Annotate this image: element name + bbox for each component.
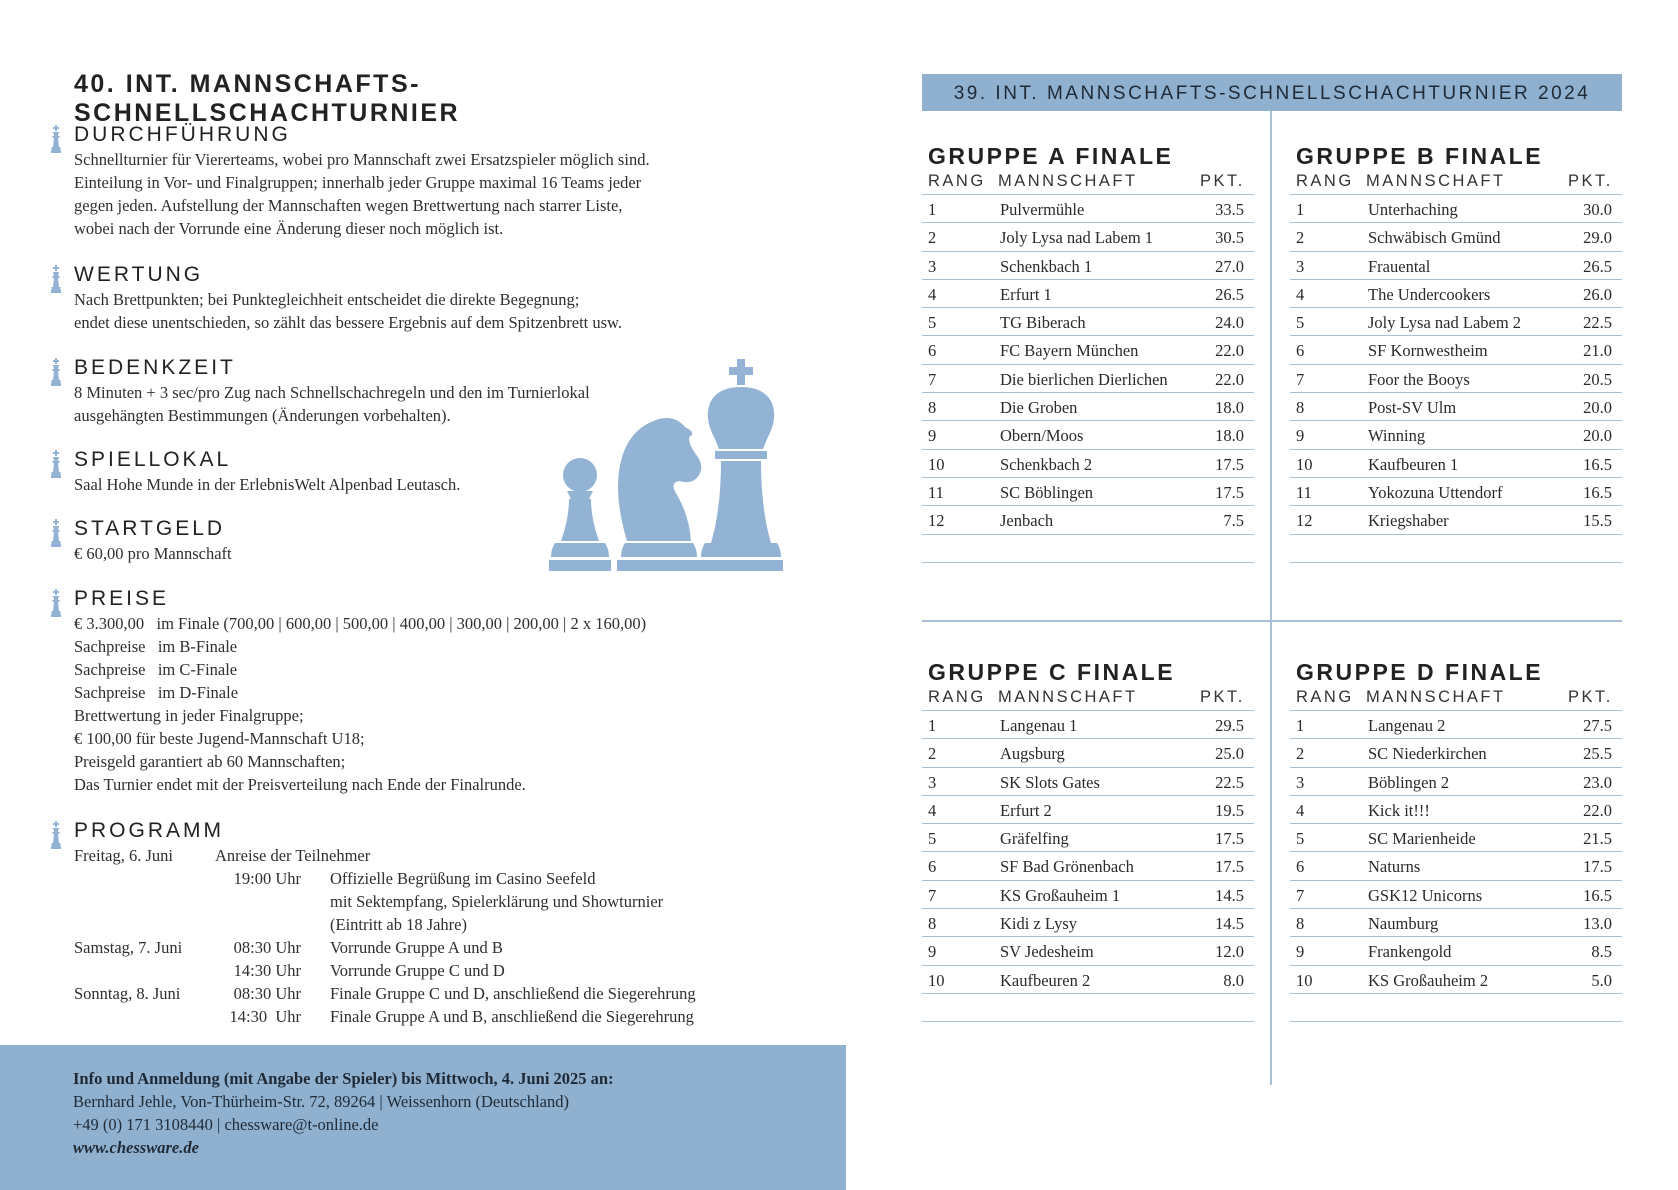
points-cell: 27.5 bbox=[1583, 716, 1612, 735]
rank-cell: 5 bbox=[1296, 313, 1305, 333]
team-cell: Unterhaching bbox=[1368, 200, 1458, 219]
section-text-line: Schnellturnier für Viererteams, wobei pro Mannschaft zwei Ersatzspieler möglich sind. bbox=[74, 150, 650, 169]
rank-cell: 10 bbox=[928, 970, 945, 990]
team-cell: Frankengold bbox=[1368, 942, 1452, 962]
page-title: 40. INT. MANNSCHAFTS-SCHNELLSCHACHTURNIER bbox=[74, 70, 461, 127]
table-row bbox=[1290, 308, 1622, 336]
rank-cell: 11 bbox=[1296, 482, 1312, 502]
table-row bbox=[1290, 852, 1622, 880]
section-wertung bbox=[74, 262, 622, 334]
program-row bbox=[74, 913, 794, 936]
table-row bbox=[1290, 966, 1622, 994]
team-cell: SC Marienheide bbox=[1368, 829, 1476, 849]
table-row bbox=[922, 796, 1254, 824]
rank-cell: 6 bbox=[1296, 341, 1305, 361]
team-cell: Erfurt 2 bbox=[1000, 800, 1052, 820]
team-cell: Die Groben bbox=[1000, 398, 1078, 418]
team-cell: TG Biberach bbox=[1000, 313, 1086, 333]
table-row bbox=[922, 966, 1254, 994]
section-text-line: € 100,00 für beste Jugend-Mannschaft U18; bbox=[74, 729, 365, 748]
program-row bbox=[74, 844, 794, 867]
table-row bbox=[1290, 365, 1622, 393]
section-heading: DURCHFÜHRUNG bbox=[74, 123, 291, 146]
section-programm bbox=[74, 818, 794, 1028]
team-cell: Schenkbach 2 bbox=[1000, 454, 1093, 474]
program-text: (Eintritt ab 18 Jahre) bbox=[330, 915, 467, 934]
table-row bbox=[922, 393, 1254, 421]
rank-cell: 3 bbox=[1296, 772, 1305, 792]
chess-king-icon bbox=[50, 519, 62, 547]
section-preise bbox=[74, 586, 646, 796]
program-time: 08:30 Uhr bbox=[233, 938, 301, 957]
program-day: Freitag, 6. Juni bbox=[74, 846, 173, 865]
table-empty-row bbox=[1290, 994, 1622, 1022]
row-divider bbox=[922, 620, 1622, 622]
team-cell: Winning bbox=[1368, 426, 1426, 446]
group-title: GRUPPE B FINALE bbox=[1296, 143, 1544, 169]
rank-cell: 12 bbox=[928, 511, 945, 531]
points-cell: 29.0 bbox=[1583, 228, 1612, 248]
program-day: Sonntag, 8. Juni bbox=[74, 984, 181, 1003]
program-row bbox=[74, 982, 794, 1005]
rank-cell: 4 bbox=[1296, 284, 1305, 304]
header-points: PKT. bbox=[1568, 172, 1613, 190]
section-text-line: gegen jeden. Aufstellung der Mannschaften wegen Brettwertung nach starrer Liste, bbox=[74, 196, 623, 215]
rank-cell: 9 bbox=[1296, 426, 1305, 446]
rank-cell: 1 bbox=[1296, 200, 1305, 219]
table-row bbox=[1290, 336, 1622, 364]
chess-king-icon bbox=[699, 359, 783, 571]
table-row bbox=[922, 881, 1254, 909]
program-time: 08:30 Uhr bbox=[233, 984, 301, 1003]
registration-info bbox=[0, 1045, 846, 1190]
points-cell: 26.5 bbox=[1215, 284, 1244, 304]
points-cell: 22.0 bbox=[1215, 341, 1244, 361]
section-text-line: Sachpreise im C-Finale bbox=[74, 660, 238, 679]
section-text-line: Sachpreise im D-Finale bbox=[74, 683, 239, 702]
table-row bbox=[1290, 478, 1622, 506]
team-cell: Kick it!!! bbox=[1368, 800, 1430, 820]
team-cell: SV Jedesheim bbox=[1000, 942, 1094, 962]
table-row bbox=[922, 365, 1254, 393]
header-team: MANNSCHAFT bbox=[1366, 688, 1506, 706]
table-row bbox=[922, 252, 1254, 280]
points-cell: 22.0 bbox=[1215, 369, 1244, 389]
table-row bbox=[922, 768, 1254, 796]
team-cell: Pulvermühle bbox=[1000, 200, 1085, 219]
team-cell: Foor the Booys bbox=[1368, 369, 1470, 389]
rank-cell: 10 bbox=[928, 454, 945, 474]
team-cell: Naumburg bbox=[1368, 914, 1439, 934]
table-row bbox=[922, 478, 1254, 506]
rank-cell: 1 bbox=[1296, 716, 1305, 735]
rank-cell: 2 bbox=[928, 744, 937, 764]
rank-cell: 8 bbox=[928, 398, 937, 418]
header-rank: RANG bbox=[928, 172, 986, 190]
section-heading: PREISE bbox=[74, 587, 170, 610]
rank-cell: 9 bbox=[928, 942, 937, 962]
table-row bbox=[1290, 909, 1622, 937]
team-cell: Schenkbach 1 bbox=[1000, 256, 1093, 276]
group-c-table bbox=[922, 657, 1254, 1022]
table-header bbox=[922, 171, 1254, 195]
table-row bbox=[922, 824, 1254, 852]
section-heading: SPIELLOKAL bbox=[74, 448, 232, 471]
group-title: GRUPPE C FINALE bbox=[928, 659, 1176, 685]
points-cell: 20.5 bbox=[1583, 369, 1612, 389]
table-row bbox=[1290, 739, 1622, 767]
team-cell: Augsburg bbox=[1000, 744, 1065, 764]
program-text: Vorrunde Gruppe C und D bbox=[330, 961, 505, 980]
team-cell: Jenbach bbox=[1000, 511, 1054, 531]
table-header bbox=[922, 687, 1254, 711]
team-cell: Frauental bbox=[1368, 256, 1431, 276]
program-text: mit Sektempfang, Spielerklärung und Showturnier bbox=[330, 892, 664, 911]
rank-cell: 5 bbox=[1296, 829, 1305, 849]
team-cell: Joly Lysa nad Labem 1 bbox=[1000, 228, 1154, 248]
team-cell: The Undercookers bbox=[1368, 284, 1491, 304]
section-text-line: Nach Brettpunkten; bei Punktegleichheit entscheidet die direkte Begegnung; bbox=[74, 290, 580, 309]
header-rank: RANG bbox=[1296, 172, 1354, 190]
team-cell: SC Niederkirchen bbox=[1368, 744, 1487, 764]
points-cell: 18.0 bbox=[1215, 426, 1244, 446]
section-heading: STARTGELD bbox=[74, 517, 226, 540]
points-cell: 14.5 bbox=[1215, 885, 1244, 905]
rank-cell: 1 bbox=[928, 200, 937, 219]
points-cell: 30.0 bbox=[1583, 200, 1612, 219]
program-row bbox=[74, 1005, 794, 1028]
chess-king-icon bbox=[50, 125, 62, 153]
points-cell: 17.5 bbox=[1215, 857, 1244, 877]
group-d-table bbox=[1290, 657, 1622, 1022]
chess-pawn-icon bbox=[549, 458, 611, 571]
team-cell: Erfurt 1 bbox=[1000, 284, 1052, 304]
rank-cell: 1 bbox=[928, 716, 937, 735]
rank-cell: 9 bbox=[1296, 942, 1305, 962]
program-text: Finale Gruppe A und B, anschließend die Siegerehrung bbox=[330, 1007, 694, 1026]
team-cell: Langenau 1 bbox=[1000, 716, 1078, 735]
chess-king-icon bbox=[50, 821, 62, 849]
rank-cell: 6 bbox=[928, 341, 937, 361]
section-text-line: € 60,00 pro Mannschaft bbox=[74, 544, 232, 563]
section-text-line: endet diese unentschieden, so zählt das bessere Ergebnis auf dem Spitzenbrett usw. bbox=[74, 313, 623, 332]
rank-cell: 7 bbox=[928, 885, 937, 905]
points-cell: 13.0 bbox=[1583, 914, 1612, 934]
organizer-address: Bernhard Jehle, Von-Thürheim-Str. 72, 89264 | Weissenhorn (Deutschland) bbox=[73, 1092, 569, 1111]
points-cell: 21.5 bbox=[1583, 829, 1612, 849]
table-row bbox=[922, 506, 1254, 534]
table-row bbox=[1290, 711, 1622, 739]
program-text: Vorrunde Gruppe A und B bbox=[330, 938, 503, 957]
chess-king-icon bbox=[50, 358, 62, 386]
rank-cell: 2 bbox=[1296, 228, 1305, 248]
program-row bbox=[74, 867, 794, 890]
table-row bbox=[1290, 937, 1622, 965]
table-row bbox=[922, 711, 1254, 739]
header-rank: RANG bbox=[928, 688, 986, 706]
team-cell: Naturns bbox=[1368, 857, 1421, 877]
chess-king-icon bbox=[50, 450, 62, 478]
program-time: 14:30 Uhr bbox=[229, 1007, 301, 1026]
points-cell: 24.0 bbox=[1215, 313, 1244, 333]
points-cell: 29.5 bbox=[1215, 716, 1244, 735]
points-cell: 18.0 bbox=[1215, 398, 1244, 418]
table-row bbox=[922, 308, 1254, 336]
team-cell: Joly Lysa nad Labem 2 bbox=[1368, 313, 1522, 333]
program-row bbox=[74, 936, 794, 959]
points-cell: 22.5 bbox=[1583, 313, 1612, 333]
program-row bbox=[74, 890, 794, 913]
rank-cell: 4 bbox=[928, 284, 937, 304]
points-cell: 17.5 bbox=[1215, 482, 1244, 502]
rank-cell: 10 bbox=[1296, 454, 1313, 474]
rank-cell: 3 bbox=[1296, 256, 1305, 276]
team-cell: Schwäbisch Gmünd bbox=[1368, 228, 1501, 248]
table-row bbox=[922, 336, 1254, 364]
table-row bbox=[922, 739, 1254, 767]
rank-cell: 8 bbox=[1296, 914, 1305, 934]
program-text: Finale Gruppe C und D, anschließend die Siegerehrung bbox=[330, 984, 696, 1003]
program-time: 14:30 Uhr bbox=[233, 961, 301, 980]
program-day: Samstag, 7. Juni bbox=[74, 938, 183, 957]
section-text-line: Brettwertung in jeder Finalgruppe; bbox=[74, 706, 304, 725]
points-cell: 26.0 bbox=[1583, 284, 1612, 304]
header-points: PKT. bbox=[1200, 172, 1245, 190]
group-a-table bbox=[922, 141, 1254, 563]
section-startgeld bbox=[74, 516, 232, 565]
points-cell: 15.5 bbox=[1583, 511, 1612, 531]
team-cell: GSK12 Unicorns bbox=[1368, 885, 1483, 905]
table-row bbox=[922, 450, 1254, 478]
points-cell: 25.5 bbox=[1583, 744, 1612, 764]
table-row bbox=[1290, 768, 1622, 796]
group-b-table bbox=[1290, 141, 1622, 563]
header-rank: RANG bbox=[1296, 688, 1354, 706]
chess-king-icon bbox=[50, 589, 62, 617]
team-cell: SK Slots Gates bbox=[1000, 772, 1100, 792]
team-cell: Böblingen 2 bbox=[1368, 772, 1450, 792]
section-durchfuehrung bbox=[74, 122, 650, 240]
table-empty-row bbox=[922, 535, 1254, 563]
points-cell: 23.0 bbox=[1583, 772, 1612, 792]
points-cell: 17.5 bbox=[1215, 454, 1244, 474]
table-row bbox=[922, 195, 1254, 223]
table-row bbox=[1290, 421, 1622, 449]
points-cell: 33.5 bbox=[1215, 200, 1244, 219]
website-link[interactable]: www.chessware.de bbox=[73, 1138, 199, 1157]
rank-cell: 6 bbox=[1296, 857, 1305, 877]
team-cell: Kaufbeuren 1 bbox=[1368, 454, 1459, 474]
rank-cell: 7 bbox=[1296, 885, 1305, 905]
rank-cell: 2 bbox=[1296, 744, 1305, 764]
rank-cell: 11 bbox=[928, 482, 944, 502]
rank-cell: 5 bbox=[928, 313, 937, 333]
team-cell: SC Böblingen bbox=[1000, 482, 1094, 502]
results-banner: 39. INT. MANNSCHAFTS-SCHNELLSCHACHTURNIER 2024 bbox=[922, 74, 1622, 111]
points-cell: 17.5 bbox=[1583, 857, 1612, 877]
header-team: MANNSCHAFT bbox=[998, 688, 1138, 706]
team-cell: Yokozuna Uttendorf bbox=[1368, 482, 1503, 502]
chess-king-icon bbox=[50, 265, 62, 293]
points-cell: 17.5 bbox=[1215, 829, 1244, 849]
section-text-line: ausgehängten Bestimmungen (Änderungen vorbehalten). bbox=[74, 406, 451, 425]
team-cell: Die bierlichen Dierlichen bbox=[1000, 369, 1168, 389]
table-header bbox=[1290, 687, 1622, 711]
section-text-line: Saal Hohe Munde in der ErlebnisWelt Alpenbad Leutasch. bbox=[74, 475, 461, 494]
table-row bbox=[1290, 824, 1622, 852]
team-cell: FC Bayern München bbox=[1000, 341, 1139, 361]
points-cell: 30.5 bbox=[1215, 228, 1244, 248]
points-cell: 14.5 bbox=[1215, 914, 1244, 934]
table-row bbox=[922, 852, 1254, 880]
points-cell: 16.5 bbox=[1583, 885, 1612, 905]
points-cell: 5.0 bbox=[1591, 970, 1612, 990]
rank-cell: 10 bbox=[1296, 970, 1313, 990]
points-cell: 20.0 bbox=[1583, 426, 1612, 446]
rank-cell: 3 bbox=[928, 772, 937, 792]
points-cell: 22.0 bbox=[1583, 800, 1612, 820]
section-spiellokal bbox=[74, 447, 460, 496]
section-heading: BEDENKZEIT bbox=[74, 356, 236, 379]
table-row bbox=[1290, 796, 1622, 824]
rank-cell: 3 bbox=[928, 256, 937, 276]
team-cell: Kriegshaber bbox=[1368, 511, 1449, 531]
table-row bbox=[922, 223, 1254, 251]
table-row bbox=[1290, 506, 1622, 534]
section-heading: WERTUNG bbox=[74, 263, 204, 286]
section-bedenkzeit bbox=[74, 355, 590, 427]
section-text-line: Preisgeld garantiert ab 60 Mannschaften; bbox=[74, 752, 346, 771]
team-cell: Langenau 2 bbox=[1368, 716, 1446, 735]
points-cell: 16.5 bbox=[1583, 454, 1612, 474]
rank-cell: 7 bbox=[928, 369, 937, 389]
points-cell: 25.0 bbox=[1215, 744, 1244, 764]
team-cell: SF Kornwestheim bbox=[1368, 341, 1488, 361]
group-title: GRUPPE D FINALE bbox=[1296, 659, 1544, 685]
table-row bbox=[1290, 252, 1622, 280]
points-cell: 27.0 bbox=[1215, 256, 1244, 276]
team-cell: Post-SV Ulm bbox=[1368, 398, 1457, 418]
tournament-info bbox=[74, 70, 794, 1026]
column-divider bbox=[1270, 111, 1272, 1085]
section-text-line: Einteilung in Vor- und Finalgruppen; innerhalb jeder Gruppe maximal 16 Teams jeder bbox=[74, 173, 642, 192]
table-row bbox=[1290, 393, 1622, 421]
team-cell: KS Großauheim 2 bbox=[1368, 970, 1489, 990]
table-row bbox=[1290, 280, 1622, 308]
program-text: Anreise der Teilnehmer bbox=[215, 846, 371, 865]
rank-cell: 4 bbox=[1296, 800, 1305, 820]
program-row bbox=[74, 959, 794, 982]
section-text-line: Sachpreise im B-Finale bbox=[74, 637, 238, 656]
section-text-line: € 3.300,00 im Finale (700,00 | 600,00 | 500,00 | 400,00 | 300,00 | 200,00 | 2 x 160,00) bbox=[74, 614, 647, 633]
table-header bbox=[1290, 171, 1622, 195]
table-row bbox=[922, 937, 1254, 965]
points-cell: 20.0 bbox=[1583, 398, 1612, 418]
table-row bbox=[1290, 450, 1622, 478]
registration-deadline: Info und Anmeldung (mit Angabe der Spieler) bis Mittwoch, 4. Juni 2025 an: bbox=[73, 1069, 614, 1088]
rank-cell: 9 bbox=[928, 426, 937, 446]
rank-cell: 7 bbox=[1296, 369, 1305, 389]
table-empty-row bbox=[1290, 535, 1622, 563]
header-team: MANNSCHAFT bbox=[1366, 172, 1506, 190]
section-text-line: wobei nach der Vorrunde eine Änderung dieser noch möglich ist. bbox=[74, 219, 504, 238]
group-title: GRUPPE A FINALE bbox=[928, 143, 1174, 169]
table-empty-row bbox=[922, 994, 1254, 1022]
table-row bbox=[1290, 195, 1622, 223]
header-team: MANNSCHAFT bbox=[998, 172, 1138, 190]
rank-cell: 4 bbox=[928, 800, 937, 820]
section-heading: PROGRAMM bbox=[74, 819, 224, 842]
points-cell: 7.5 bbox=[1223, 511, 1244, 531]
table-row bbox=[1290, 881, 1622, 909]
chess-pieces-illustration bbox=[545, 357, 795, 587]
rank-cell: 2 bbox=[928, 228, 937, 248]
points-cell: 19.5 bbox=[1215, 800, 1244, 820]
section-text-line: 8 Minuten + 3 sec/pro Zug nach Schnellschachregeln und den im Turnierlokal bbox=[74, 383, 590, 402]
organizer-contact[interactable]: +49 (0) 171 3108440 | chessware@t-online.de bbox=[73, 1115, 379, 1134]
rank-cell: 6 bbox=[928, 857, 937, 877]
team-cell: Obern/Moos bbox=[1000, 426, 1084, 446]
table-row bbox=[922, 421, 1254, 449]
chess-knight-icon bbox=[617, 418, 701, 571]
program-text: Offizielle Begrüßung im Casino Seefeld bbox=[330, 869, 596, 888]
team-cell: Kaufbeuren 2 bbox=[1000, 970, 1091, 990]
points-cell: 12.0 bbox=[1215, 942, 1244, 962]
rank-cell: 5 bbox=[928, 829, 937, 849]
program-time: 19:00 Uhr bbox=[233, 869, 301, 888]
team-cell: Kidi z Lysy bbox=[1000, 914, 1077, 934]
table-row bbox=[922, 280, 1254, 308]
team-cell: Gräfelfing bbox=[1000, 829, 1069, 849]
points-cell: 22.5 bbox=[1215, 772, 1244, 792]
points-cell: 21.0 bbox=[1583, 341, 1612, 361]
points-cell: 8.0 bbox=[1223, 970, 1244, 990]
points-cell: 16.5 bbox=[1583, 482, 1612, 502]
table-row bbox=[922, 909, 1254, 937]
rank-cell: 8 bbox=[928, 914, 937, 934]
rank-cell: 8 bbox=[1296, 398, 1305, 418]
team-cell: KS Großauheim 1 bbox=[1000, 885, 1121, 905]
points-cell: 8.5 bbox=[1591, 942, 1612, 962]
section-text-line: Das Turnier endet mit der Preisverteilung nach Ende der Finalrunde. bbox=[74, 775, 526, 794]
header-points: PKT. bbox=[1200, 688, 1245, 706]
table-row bbox=[1290, 223, 1622, 251]
points-cell: 26.5 bbox=[1583, 256, 1612, 276]
team-cell: SF Bad Grönenbach bbox=[1000, 857, 1134, 877]
header-points: PKT. bbox=[1568, 688, 1613, 706]
rank-cell: 12 bbox=[1296, 511, 1313, 531]
